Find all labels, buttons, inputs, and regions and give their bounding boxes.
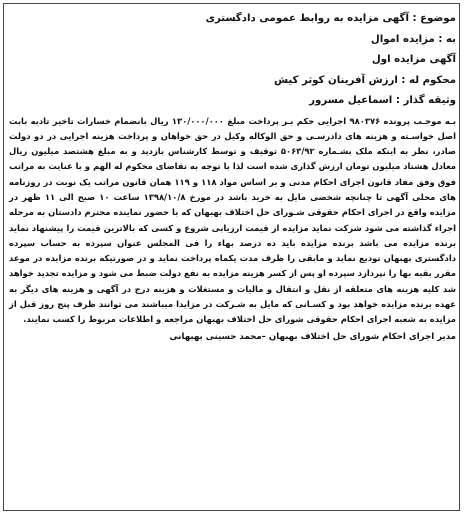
- notice-body: بـه موجـب پرونده ۹۸۰۳۷۶ اجرایی حکم بـر پرداخت مبلغ ۱۳۰/۰۰۰/۰۰۰ ریال بانضمام خسارات تاخیر تادیه بابت اصل خواسـته و هزینه های دادرسـی و حق الوکاله وکیل در حق خواهان و پرداخت هزینه اجرایی در دو دولت صادر، نظر به اینکه ملک بشـماره ۵۰۶۳/۹۲ توقیف و توسط کارشناس بازدید و به مبلغ هشتصد میلیون ریال معادل هشتاد میلیون تومان ارزش گذاری شده است لذا با توجه به تقاضای محکوم له الهم و با عنایت به مراتب فوق وفق مفاد قانون اجرای احکام مدنی و بر اساس مواد ۱۱۸ و ۱۱۹ همان قانون مراتب یک نوبت در روزنامه های محلی آگهی تا چنانچه شخصی مایل به خرید باشد در مورخ ۱۳۹۸/۱۰/۸ ساعت ۱۰ صبح الی ۱۱ ظهر در مزایده واقع در اجرای احکام حقوقی شـورای حل اختلاف بهبهان که با حضور نماینده محترم دادستان به مرحله اجراء گذاشته می شود شرکت نماید مزایده از قیمت ارزیابی شروع و کسی که بالاترین قیمت را پیشنهاد نماید برنده مزایده می باشد برنده مزایده باید ده درصد بهاء را فی المجلس عنوان سپرده به حساب سپرده دادگستری بهبهان تودیع نماید و مابقی را ظرف مدت یکماه پرداخت نماید و در صورتیکه برنده مزایده در موعد مقرر بقیه بها را نپردازد سپرده او پس از کسر هزینه مزایده به نفع دولت ضبط می شود و مزایده تجدید خواهد شد کلیه هزینه های متعلقه از نقل و انتقال و مالیات و مستغلات و هزینه درج در آگهی و هزینه های دیگر به عهده برنده مزایده خواهد بود و کسـانی که مایل به شـرکت در مزایدا میباشند می توانند ظرف پنج روز قبل از مزایده به شعبه اجرای احکام حقوقی شورای حل اختلاف بهبهان مراجعه و اطلاعات مربوط را کسب نمایند.: [9, 115, 456, 325]
- bail-giver-line: وثیقه گذار : اسماعیل مسرور: [309, 95, 456, 106]
- convict-for-line: محکوم له : ارزش آفرینان کوثر کیش: [273, 74, 456, 86]
- auction-notice: [9, 9, 456, 353]
- notice-heading: آگهی مزایده اول: [371, 54, 456, 65]
- recipient-line: به : مزایده اموال: [370, 33, 456, 45]
- subject-line: موضوع : آگهی مزایده به روابط عمومی دادگستری: [205, 13, 456, 24]
- signature-line: مدیر اجرای احکام شورای حل اختلاف بهبهان –محمد حسینی بهبهانی: [169, 331, 456, 342]
